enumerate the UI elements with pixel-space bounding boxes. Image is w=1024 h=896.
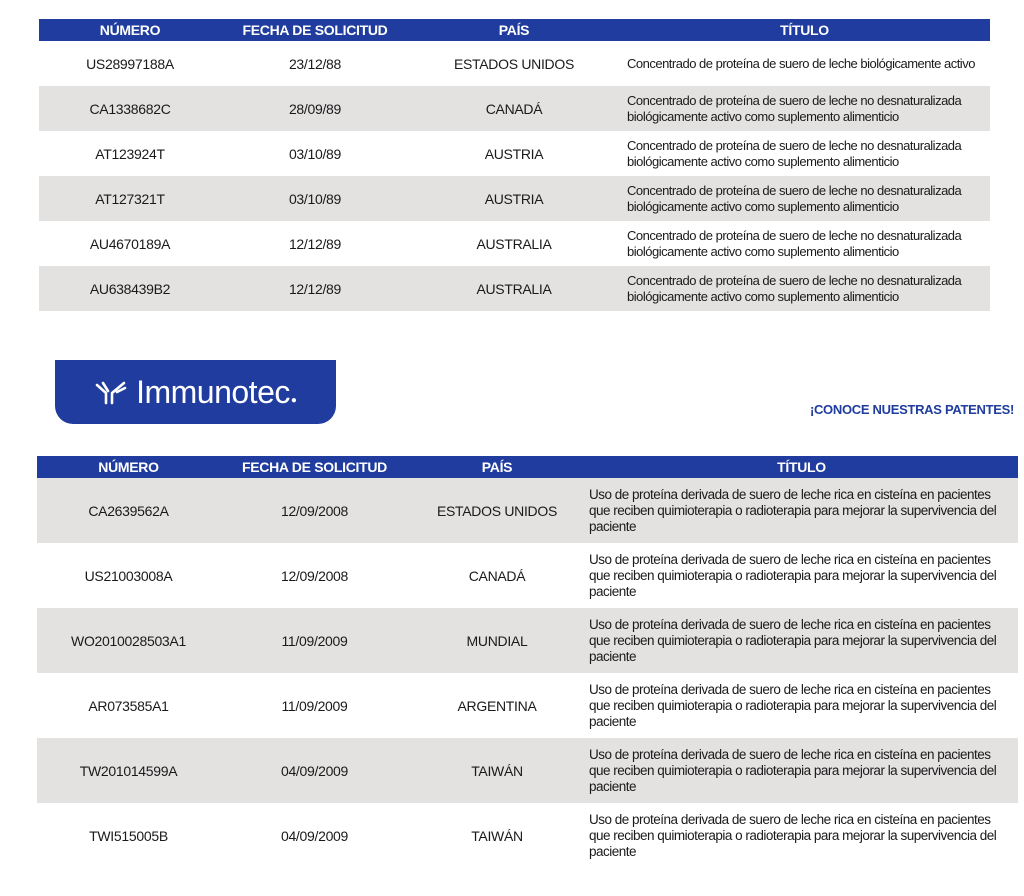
immunotec-logo: [55, 360, 336, 424]
cell-pais: ESTADOS UNIDOS: [453, 55, 574, 72]
table-row: [37, 673, 1018, 738]
immunotec-mark-icon: [94, 379, 128, 405]
cell-numero: AR073585A1: [88, 697, 169, 714]
promo-heading: ¡CONOCE NUESTRAS PATENTES!: [809, 402, 1014, 417]
cell-fecha: 03/10/89: [288, 145, 342, 162]
cell-titulo: Uso de proteína derivada de suero de leche rica en cisteína en pacientes que reciben quimioterapia o radioterapia para mejorar la supervivencia del paciente: [589, 681, 997, 729]
cell-numero: CA2639562A: [37, 478, 220, 543]
cell-fecha: 12/09/2008: [280, 567, 349, 584]
cell-fecha: 04/09/2009: [220, 738, 409, 803]
cell-pais: MUNDIAL: [409, 608, 585, 673]
cell-pais: ARGENTINA: [457, 697, 537, 714]
cell-fecha: 28/09/89: [221, 86, 409, 131]
cell-pais: TAIWÁN: [471, 827, 523, 844]
col-header-fecha: FECHA DE SOLICITUD: [220, 456, 409, 478]
logo-wordmark: Immunotec: [136, 373, 290, 410]
cell-pais: ESTADOS UNIDOS: [409, 478, 585, 543]
cell-titulo: Uso de proteína derivada de suero de leche rica en cisteína en pacientes que reciben quimioterapia o radioterapia para mejorar la supervivencia del paciente: [589, 551, 997, 599]
patents-table-2: [37, 456, 1018, 868]
table-row: [37, 738, 1018, 803]
cell-titulo: Concentrado de proteína de suero de leche no desnaturalizada biológicamente activo como suplemento alimenticio: [627, 227, 962, 259]
cell-pais: AUSTRIA: [484, 145, 544, 162]
cell-fecha: 04/09/2009: [280, 827, 349, 844]
table-row: [39, 176, 990, 221]
cell-fecha: 12/12/89: [221, 266, 409, 311]
cell-fecha: 23/12/88: [288, 55, 342, 72]
cell-fecha: 12/09/2008: [220, 478, 409, 543]
cell-numero: TWI515005B: [89, 827, 168, 844]
cell-pais: AUSTRALIA: [409, 266, 619, 311]
cell-numero: US28997188A: [86, 55, 174, 72]
cell-numero: US21003008A: [84, 567, 173, 584]
cell-pais: AUSTRALIA: [476, 235, 552, 252]
col-header-pais: PAÍS: [409, 456, 585, 478]
col-header-fecha: FECHA DE SOLICITUD: [221, 19, 409, 41]
table-row: [39, 221, 990, 266]
cell-titulo: Uso de proteína derivada de suero de leche rica en cisteína en pacientes que reciben quimioterapia o radioterapia para mejorar la supervivencia del paciente: [585, 608, 1018, 673]
table-row: [37, 543, 1018, 608]
table-row: [37, 608, 1018, 673]
cell-numero: TW201014599A: [37, 738, 220, 803]
cell-pais: CANADÁ: [409, 86, 619, 131]
cell-fecha: 03/10/89: [221, 176, 409, 221]
cell-numero: WO2010028503A1: [37, 608, 220, 673]
table-row: [39, 131, 990, 176]
cell-titulo: Uso de proteína derivada de suero de leche rica en cisteína en pacientes que reciben quimioterapia o radioterapia para mejorar la supervivencia del paciente: [585, 738, 1018, 803]
col-header-numero: NÚMERO: [39, 19, 221, 41]
cell-pais: TAIWÁN: [409, 738, 585, 803]
cell-numero: AT127321T: [39, 176, 221, 221]
col-header-pais: PAÍS: [409, 19, 619, 41]
logo-dot-icon: ●: [290, 395, 297, 406]
col-header-titulo: TÍTULO: [619, 19, 990, 41]
table-row: [37, 478, 1018, 543]
cell-numero: AT123924T: [95, 145, 165, 162]
cell-fecha: 12/12/89: [288, 235, 342, 252]
cell-titulo: Uso de proteína derivada de suero de leche rica en cisteína en pacientes que reciben quimioterapia o radioterapia para mejorar la supervivencia del paciente: [589, 811, 997, 859]
cell-fecha: 11/09/2009: [281, 697, 348, 714]
cell-fecha: 11/09/2009: [220, 608, 409, 673]
cell-titulo: Concentrado de proteína de suero de leche no desnaturalizada biológicamente activo como suplemento alimenticio: [619, 86, 990, 131]
cell-numero: AU4670189A: [89, 235, 171, 252]
cell-titulo: Concentrado de proteína de suero de leche no desnaturalizada biológicamente activo como suplemento alimenticio: [619, 266, 990, 311]
table-header-row: [37, 456, 1018, 478]
cell-titulo: Uso de proteína derivada de suero de leche rica en cisteína en pacientes que reciben quimioterapia o radioterapia para mejorar la supervivencia del paciente: [585, 478, 1018, 543]
cell-numero: CA1338682C: [39, 86, 221, 131]
table-row: [39, 266, 990, 311]
cell-titulo: Concentrado de proteína de suero de leche biológicamente activo: [627, 55, 975, 71]
col-header-titulo: TÍTULO: [585, 456, 1018, 478]
table-row: [37, 803, 1018, 868]
cell-titulo: Concentrado de proteína de suero de leche no desnaturalizada biológicamente activo como suplemento alimenticio: [627, 137, 962, 169]
cell-numero: AU638439B2: [39, 266, 221, 311]
col-header-numero: NÚMERO: [37, 456, 220, 478]
patents-table-1: [39, 19, 990, 311]
cell-pais: CANADÁ: [468, 567, 526, 584]
cell-pais: AUSTRIA: [409, 176, 619, 221]
table-header-row: [39, 19, 990, 41]
table-row: [39, 41, 990, 86]
table-row: [39, 86, 990, 131]
cell-titulo: Concentrado de proteína de suero de leche no desnaturalizada biológicamente activo como suplemento alimenticio: [619, 176, 990, 221]
